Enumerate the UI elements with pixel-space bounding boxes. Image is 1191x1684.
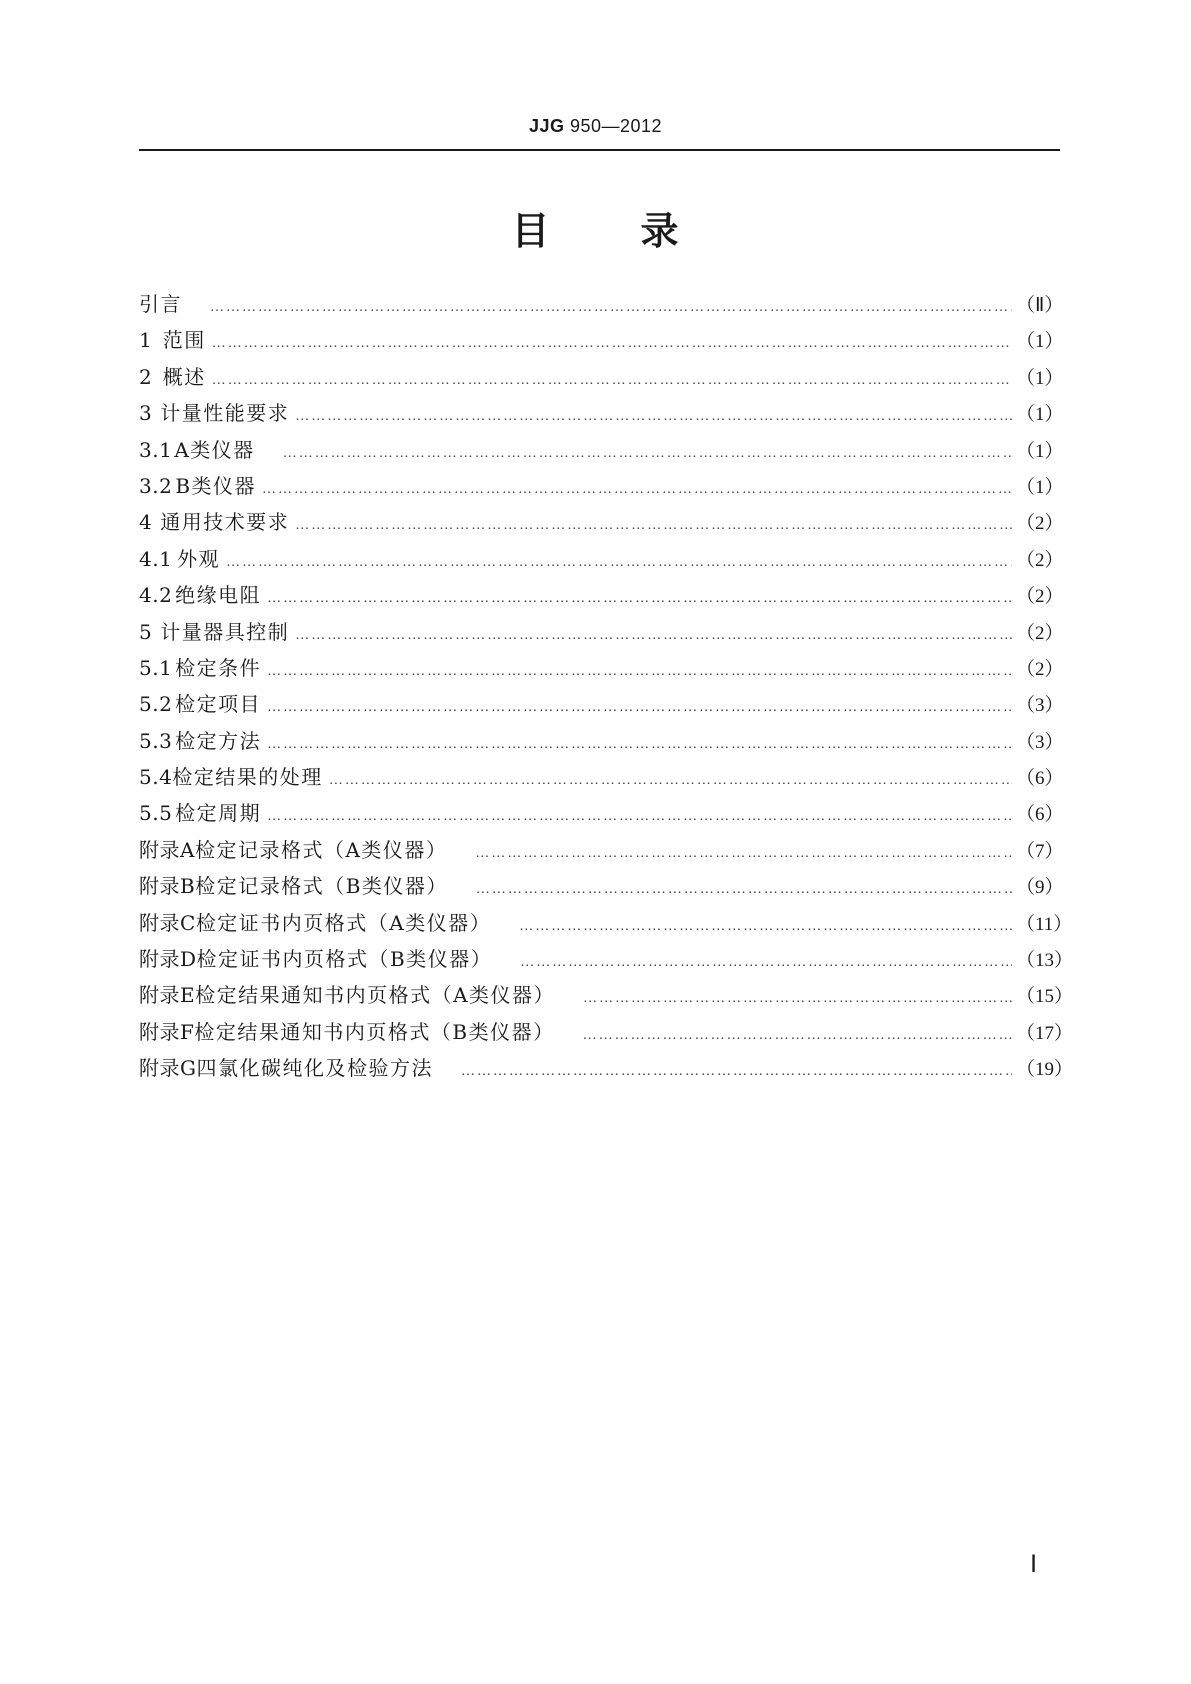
toc-entry-number: 附录B <box>139 874 196 899</box>
toc-entry-page: （9） <box>1016 877 1064 899</box>
toc-entry-page: （2） <box>1016 658 1064 680</box>
toc-entry[interactable] <box>139 286 1064 322</box>
toc-entry[interactable] <box>139 868 1064 904</box>
toc-entry[interactable] <box>139 614 1064 650</box>
toc-entry-title: 范围 <box>162 328 206 353</box>
toc-leader-dots <box>329 763 1012 799</box>
toc-entry[interactable] <box>139 395 1064 431</box>
standard-number: 950—2012 <box>569 116 663 136</box>
toc-entry-number: 5 <box>139 619 153 644</box>
toc-entry-page: （2） <box>1016 513 1064 535</box>
toc-leader-dots <box>212 363 1012 399</box>
toc-entry[interactable] <box>139 432 1064 468</box>
toc-entry-title: 检定记录格式（B类仪器） <box>195 874 448 899</box>
toc-entry-page: （1） <box>1016 367 1064 389</box>
toc-entry-page: （1） <box>1016 440 1064 462</box>
table-of-contents <box>139 286 1074 1087</box>
toc-entry-title: 检定证书内页格式（B类仪器） <box>196 947 493 972</box>
toc-entry[interactable] <box>139 504 1064 540</box>
toc-entry-page: （3） <box>1016 695 1064 717</box>
toc-leader-dots <box>267 581 1012 617</box>
toc-entry-title: B类仪器 <box>175 473 257 498</box>
toc-entry[interactable] <box>139 977 1074 1013</box>
toc-entry-page: （15） <box>1016 986 1074 1008</box>
toc-entry-number: 3 <box>139 401 153 426</box>
toc-entry-page: （6） <box>1016 768 1064 790</box>
toc-entry-page: （3） <box>1016 731 1064 753</box>
toc-leader-dots <box>267 799 1012 835</box>
toc-entry[interactable] <box>139 723 1064 759</box>
toc-entry[interactable] <box>139 359 1064 395</box>
toc-entry[interactable] <box>139 686 1064 722</box>
toc-title-char-2: 录 <box>640 209 680 253</box>
page-folio: Ⅰ <box>1030 1552 1038 1578</box>
toc-entry-title: 检定证书内页格式（A类仪器） <box>195 910 492 935</box>
toc-entry-page: （17） <box>1016 1022 1074 1044</box>
toc-entry-number: 3.2 <box>139 473 173 498</box>
page-header <box>0 116 1191 137</box>
toc-leader-dots <box>583 1018 1012 1054</box>
toc-entry[interactable] <box>139 541 1064 577</box>
toc-entry-page: （11） <box>1016 913 1073 935</box>
toc-entry[interactable] <box>139 468 1064 504</box>
toc-entry-page: （1） <box>1016 404 1064 426</box>
toc-entry-title: 检定方法 <box>175 728 262 753</box>
toc-entry-number: 5.5 <box>139 801 173 826</box>
toc-entry[interactable] <box>139 759 1064 795</box>
toc-entry-page: （2） <box>1016 586 1064 608</box>
toc-leader-dots <box>267 654 1012 690</box>
toc-entry-title: 检定记录格式（A类仪器） <box>194 837 448 862</box>
toc-entry-title: 检定结果通知书内页格式（B类仪器） <box>194 1019 555 1044</box>
toc-leader-dots <box>583 981 1012 1017</box>
toc-entry-page: （Ⅱ） <box>1016 295 1064 316</box>
toc-leader-dots <box>476 872 1012 908</box>
toc-entry[interactable] <box>139 1050 1074 1086</box>
toc-entry[interactable] <box>139 650 1064 686</box>
toc-leader-dots <box>475 836 1012 872</box>
toc-leader-dots <box>295 508 1012 544</box>
toc-entry-page: （7） <box>1016 840 1064 862</box>
toc-leader-dots <box>226 545 1012 581</box>
standard-code: JJG <box>528 116 565 136</box>
toc-entry[interactable] <box>139 577 1064 613</box>
toc-leader-dots <box>295 618 1012 654</box>
toc-leader-dots <box>461 1054 1012 1090</box>
toc-entry-title: 通用技术要求 <box>160 510 290 535</box>
toc-entry-number: 5.1 <box>139 655 173 680</box>
toc-leader-dots <box>267 727 1012 763</box>
toc-entry-title: 检定条件 <box>175 655 262 680</box>
toc-entry-number: 2 <box>139 364 153 389</box>
toc-entry-title: 检定周期 <box>175 801 262 826</box>
toc-leader-dots <box>295 399 1012 435</box>
toc-entry-title: 概述 <box>162 364 206 389</box>
toc-entry-title: 计量器具控制 <box>160 619 290 644</box>
toc-entry-page: （2） <box>1016 549 1064 571</box>
toc-leader-dots <box>283 436 1012 472</box>
toc-entry-number: 附录A <box>139 837 195 862</box>
toc-entry[interactable] <box>139 832 1064 868</box>
toc-entry-number: 附录E <box>139 983 196 1008</box>
toc-entry-title: 检定项目 <box>175 692 262 717</box>
toc-entry[interactable] <box>139 941 1074 977</box>
toc-entry[interactable] <box>139 1014 1074 1050</box>
toc-leader-dots <box>210 290 1012 326</box>
toc-entry-number: 5.2 <box>139 692 173 717</box>
toc-entry-number: 4.2 <box>139 583 173 608</box>
toc-entry[interactable] <box>139 795 1064 831</box>
toc-title <box>0 200 1191 255</box>
toc-entry-page: （19） <box>1016 1059 1074 1081</box>
toc-entry-title: 检定结果通知书内页格式（A类仪器） <box>195 983 556 1008</box>
toc-entry-title: 绝缘电阻 <box>175 583 262 608</box>
toc-entry-title: 四氯化碳纯化及检验方法 <box>196 1056 433 1081</box>
toc-entry-page: （1） <box>1016 331 1064 353</box>
toc-entry[interactable] <box>139 905 1073 941</box>
toc-entry-number: 5.3 <box>139 728 173 753</box>
toc-entry-number: 附录C <box>139 910 196 935</box>
toc-entry-page: （6） <box>1016 804 1064 826</box>
toc-entry-number: 4.1 <box>139 546 173 571</box>
toc-entry[interactable] <box>139 322 1064 358</box>
toc-leader-dots <box>212 326 1012 362</box>
toc-leader-dots <box>519 909 1012 945</box>
toc-entry-title: 引言 <box>139 292 182 316</box>
toc-leader-dots <box>520 945 1012 981</box>
toc-entry-title: A类仪器 <box>174 437 255 462</box>
toc-entry-page: （1） <box>1016 476 1064 498</box>
toc-entry-number: 1 <box>139 328 153 353</box>
toc-entry-title: 外观 <box>177 546 221 571</box>
toc-title-char-1: 目 <box>511 209 551 253</box>
toc-entry-page: （2） <box>1016 622 1064 644</box>
header-rule <box>139 149 1060 151</box>
toc-entry-page: （13） <box>1016 950 1074 972</box>
toc-entry-number: 附录D <box>139 947 197 972</box>
toc-entry-title: 计量性能要求 <box>160 401 290 426</box>
toc-entry-title: 检定结果的处理 <box>172 765 323 790</box>
toc-leader-dots <box>262 472 1012 508</box>
toc-entry-number: 附录G <box>139 1056 197 1081</box>
toc-entry-number: 4 <box>139 510 153 535</box>
toc-entry-number: 5.4 <box>139 765 173 790</box>
toc-leader-dots <box>267 690 1012 726</box>
toc-entry-number: 3.1 <box>139 437 173 462</box>
toc-entry-number: 附录F <box>139 1019 195 1044</box>
